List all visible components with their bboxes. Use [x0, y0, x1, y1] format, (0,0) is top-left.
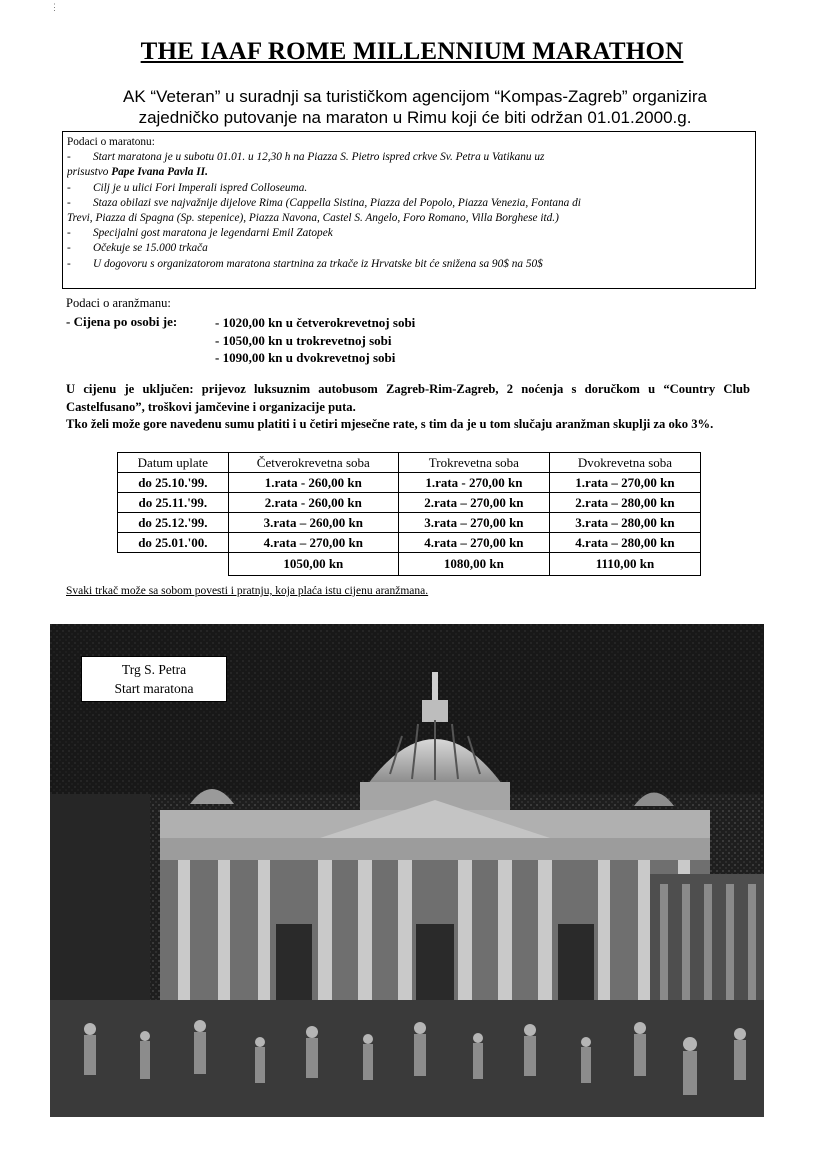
caption-line-2: Start maratona [114, 681, 194, 696]
table-cell: 3.rata – 280,00 kn [549, 513, 700, 533]
price-item: - 1090,00 kn u dvokrevetnoj sobi [215, 350, 396, 365]
arrangement-details [66, 381, 750, 434]
marathon-info-box [62, 131, 756, 289]
info-item-text: Cilj je u ulici Fori Imperali ispred Colloseuma. [93, 181, 308, 194]
table-row [118, 533, 701, 553]
table-cell: do 25.10.'99. [118, 473, 229, 493]
table-header-row [118, 453, 701, 473]
table-row [118, 493, 701, 513]
table-cell: 4.rata – 270,00 kn [398, 533, 549, 553]
table-cell: 1.rata – 270,00 kn [549, 473, 700, 493]
info-item-text: Specijalni gost maratona je legendarni Emil Zatopek [93, 227, 333, 240]
companion-note: Svaki trkač može sa sobom povesti i pratnju, koja plaća istu cijenu aranžmana. [66, 585, 429, 597]
info-item: - Start maratona je u subotu 01.01. u 12,30 h na Piazza S. Pietro ispred crkve Sv. Petra u Vatikanu uz [67, 151, 545, 164]
info-item: - Staza obilazi sve najvažnije dijelove Rima (Cappella Sistina, Piazza del Popolo, Piazza Venezia, Fontana di [67, 196, 581, 209]
info-item: - Očekuje se 15.000 trkača [67, 242, 208, 255]
intro-line-2: zajedničko putovanje na maraton u Rimu koji će biti održan 01.01.2000.g. [138, 108, 692, 127]
table-cell: 2.rata - 260,00 kn [228, 493, 398, 513]
table-cell: do 25.12.'99. [118, 513, 229, 533]
table-cell: 1.rata - 260,00 kn [228, 473, 398, 493]
info-item-continuation [67, 211, 751, 226]
table-row [118, 513, 701, 533]
info-item: - Specijalni gost maratona je legendarni Emil Zatopek [67, 227, 333, 240]
info-item: - U dogovoru s organizatorom maratona startnina za trkače iz Hrvatske bit će snižena sa 90$ na 50$ [67, 257, 543, 270]
included-text: U cijenu je uključen: prijevoz luksuznim autobusom Zagreb-Rim-Zagreb, 2 noćenja s doručkom u “Country Club Castelfusano”, troškovi jamčevine i organizacije puta. [66, 382, 750, 414]
marathon-info-header: Podaci o maratonu: [67, 136, 155, 148]
info-item-continuation [67, 165, 751, 180]
info-item: - Cilj je u ulici Fori Imperali ispred Colloseuma. [67, 181, 308, 194]
price-list [215, 314, 415, 367]
table-cell: 4.rata – 280,00 kn [549, 533, 700, 553]
info-item-cont-text: Trevi, Piazza di Spagna (Sp. stepenice), Piazza Navona, Castel S. Angelo, Foro Romano, Villa Borghese itd.) [67, 212, 559, 225]
info-item-text: U dogovoru s organizatorom maratona startnina za trkače iz Hrvatske bit će snižena sa 90$ na 50$ [93, 257, 543, 270]
table-blank-cell [118, 553, 229, 576]
arrangement-header: Podaci o aranžmanu: [66, 296, 171, 310]
table-total-cell: 1110,00 kn [549, 553, 700, 576]
price-item: - 1050,00 kn u trokrevetnoj sobi [215, 332, 392, 348]
table-cell: 1.rata - 270,00 kn [398, 473, 549, 493]
scan-mark: ⋮ [50, 2, 59, 12]
table-header-cell: Datum uplate [118, 453, 229, 473]
caption-line-1: Trg S. Petra [121, 662, 187, 677]
price-item: - 1020,00 kn u četverokrevetnoj sobi [215, 315, 416, 330]
table-cell: 2.rata – 270,00 kn [398, 493, 549, 513]
table-cell: 3.rata – 260,00 kn [228, 513, 398, 533]
table-cell: 3.rata – 270,00 kn [398, 513, 549, 533]
table-total-cell: 1080,00 kn [398, 553, 549, 576]
table-row [118, 473, 701, 493]
table-cell: 4.rata – 270,00 kn [228, 533, 398, 553]
table-cell: 2.rata – 280,00 kn [549, 493, 700, 513]
info-item-cont-text: prisustvo [67, 166, 112, 179]
table-total-cell: 1050,00 kn [228, 553, 398, 576]
info-item-cont-bold: Pape Ivana Pavla II. [111, 166, 208, 179]
table-header-cell: Dvokrevetna soba [549, 453, 700, 473]
intro-line-1: AK “Veteran” u suradnji sa turističkom agencijom “Kompas-Zagreb” organizira [123, 87, 707, 106]
installments-text: Tko želi može gore navedenu sumu platiti i u četiri mjesečne rate, s tim da je u tom slučaju aranžman skuplji za oko 3%. [66, 417, 714, 431]
payment-table [117, 452, 701, 576]
info-item-text: Staza obilazi sve najvažnije dijelove Rima (Cappella Sistina, Piazza del Popolo, Piazza Venezia, Fontana di [93, 196, 581, 209]
table-header-cell: Trokrevetna soba [398, 453, 549, 473]
photo-caption [81, 656, 227, 702]
info-item-text: Očekuje se 15.000 trkača [93, 242, 208, 255]
table-header-cell: Četverokrevetna soba [228, 453, 398, 473]
table-total-row [118, 553, 701, 576]
intro-text [70, 86, 760, 128]
page-title: THE IAAF ROME MILLENNIUM MARATHON [140, 38, 684, 65]
price-label: - Cijena po osobi je: [66, 314, 178, 329]
info-item-text: Start maratona je u subotu 01.01. u 12,30 h na Piazza S. Pietro ispred crkve Sv. Petra u Vatikanu uz [93, 151, 545, 164]
table-cell: do 25.01.'00. [118, 533, 229, 553]
table-cell: do 25.11.'99. [118, 493, 229, 513]
